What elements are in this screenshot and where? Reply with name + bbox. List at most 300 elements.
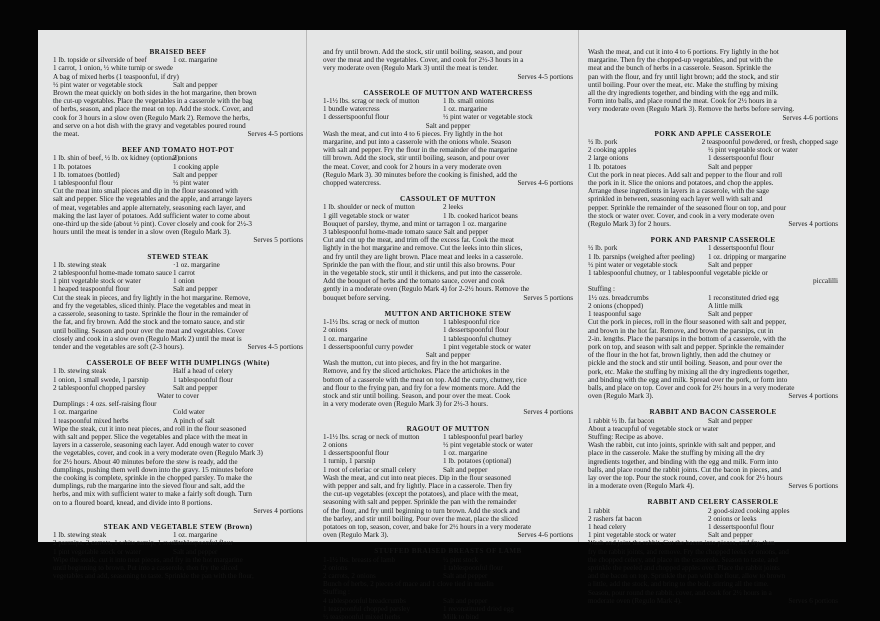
text-line: Brown the meat quickly on both sides in the hot margarine, then brown <box>53 89 257 98</box>
text-line: Wash the mutton, cut into pieces, and fry in the hot margarine. <box>323 359 502 368</box>
fold-line-left <box>306 30 307 542</box>
text-line: 1 carrot, 1 onion, ½ white turnip or swede <box>53 64 173 73</box>
ingredient-row <box>53 269 303 277</box>
text-line: till brown. Add the stock, stir until boiling, season, and pour over <box>323 154 510 163</box>
recipe-title: BRAISED BEEF <box>149 48 207 56</box>
ingredient-row <box>53 376 303 384</box>
ingredient-right: 2 onions or leeks <box>708 514 757 523</box>
text-line: margarine. Then fry the chopped-up vegetables, and put with the <box>588 56 773 65</box>
text-line: dumplings, rub the margarine into the sieved flour and salt, add the <box>53 482 245 491</box>
ingredient-row <box>323 335 573 343</box>
ingredient-row <box>588 253 838 261</box>
ingredient-right: 1 oz. margarine <box>173 531 218 540</box>
section-gap <box>53 245 303 253</box>
recipe-title: MUTTON AND ARTICHOKE STEW <box>384 309 512 318</box>
ingredient-row <box>323 97 573 105</box>
ingredient-right: 1 lb. small onions <box>443 97 494 106</box>
text-line: pan with the flour, and fry until light brown; add the stock, and stir <box>588 72 779 81</box>
text-line: herbs, and mix with sufficient water to make a fairly soft dough. Turn <box>53 490 252 499</box>
ingredient-left: 1 dessertspoonful flour <box>323 449 389 458</box>
section-gap <box>323 187 573 195</box>
ingredient-right: ½ pint water or vegetable stock <box>443 113 533 122</box>
recipe-title: STUFFED BRAISED BREASTS OF LAMB <box>374 547 522 556</box>
ingredient-left: 1 pint vegetable stock or water <box>53 547 141 556</box>
section-gap <box>588 490 838 498</box>
ingredient-row <box>588 302 838 310</box>
ingredient-left: 2 tablespoonful home-made tomato sauce <box>53 269 172 278</box>
ingredient-left: 2 onions <box>323 440 348 449</box>
text-line: a little, add the stock, and bring to the boil, stirring all the time. <box>588 580 769 589</box>
ingredient-row <box>588 146 838 154</box>
ingredient-left: 1-1½ lbs. breasts of lamb <box>323 555 396 564</box>
text-line: very moderate oven (Regulo Mark 3) until the meat is tender. <box>323 64 499 73</box>
text-line: the fat, and fry brown. Add the stock and the tomato sauce, and stir <box>53 318 245 327</box>
ingredient-left: 1 teaspoonful sage <box>588 310 642 319</box>
ingredient-row <box>53 81 303 89</box>
text-line: the meat. Cover, and cook for 2 hours in a very moderate oven <box>323 162 502 171</box>
text-line: until boiling. Season and pour over the meat and vegetables. Cover <box>53 326 245 335</box>
ingredient-right: 1 tablespoonful rice <box>443 318 500 327</box>
ingredient-row <box>53 171 303 179</box>
servings-note: Serves 4-5 portions <box>517 72 573 81</box>
ingredient-row <box>53 154 303 162</box>
servings-note: Serves 4 portions <box>788 220 838 229</box>
text-line-with-servings <box>588 220 838 228</box>
ingredient-right: 2 good-sized cooking apples <box>708 506 790 515</box>
text-line: seasoning with salt and pepper. Sprinkle the pan with the remainder <box>323 498 517 507</box>
text-line: the cut-up vegetables (except the potatoes), and place with the meat, <box>323 490 519 499</box>
ingredient-right: Salt and pepper <box>443 465 488 474</box>
ingredient-row <box>323 441 573 449</box>
text-line: and brown in the hot fat. Remove, and brown the parsnips, cut in <box>588 326 774 335</box>
text-line: moderate oven (Regulo Mark 4). <box>588 596 682 605</box>
text-line: Bunch of herbs, 2 pieces of mace and 1 clove tied in muslin <box>323 580 494 589</box>
text-line: (Regulo Mark 3). 30 minutes before the cooking is finished, add the <box>323 170 518 179</box>
section-gap <box>53 351 303 359</box>
ingredient-left: 1 rabbit <box>588 506 611 515</box>
text-line: Wash and joint the rabbit. Cut the bacon into pieces, and fry, then <box>588 539 775 548</box>
text-line: with pepper and salt, and fry lightly. Place in a casserole. Then fry <box>323 481 513 490</box>
ingredient-row <box>323 572 573 580</box>
ingredient-left: 1 oz. margarine <box>53 408 98 417</box>
text-line: bouquet before serving. <box>323 293 391 302</box>
ingredient-left: 1 teaspoonful chopped parsley <box>323 604 411 613</box>
ingredient-left: ½ lb. pork <box>588 138 618 147</box>
text-line: in a moderate oven (Regulo Mark 4). <box>588 482 695 491</box>
ingredient-right: Salt and pepper <box>708 260 753 269</box>
servings-note: Serves 4-6 portions <box>782 113 838 122</box>
recipe-title: RAGOUT OF MUTTON <box>406 424 490 433</box>
ingredient-left: 2 carrots, 2 onions <box>323 571 376 580</box>
text-line: over the meat and the vegetables. Cover, and cook for 2½-3 hours in a <box>323 56 524 65</box>
servings-note: Serves 4 portions <box>253 506 303 515</box>
ingredient-right: 1 oz. dripping or margarine <box>708 252 787 261</box>
ingredient-row <box>588 515 838 523</box>
ingredient-row <box>53 400 303 408</box>
ingredient-row <box>588 244 838 252</box>
ingredient-left: 2 large onions <box>588 154 629 163</box>
text-line-with-servings <box>323 179 573 187</box>
ingredient-right: Salt and pepper <box>173 80 218 89</box>
ingredient-left: 2 rashers fat bacon <box>588 514 642 523</box>
text-line: sprinkle the peeled and chopped apples over. Place the rabbit joints <box>588 563 780 572</box>
fold-line-right <box>578 30 579 542</box>
recipe-title: PORK AND APPLE CASSEROLE <box>654 129 772 138</box>
ingredient-left: 1 lb. stewing steak <box>53 531 107 540</box>
text-line: the stock or water over. Cover, and cook in a very moderate oven <box>588 211 775 220</box>
ingredient-row <box>323 343 573 351</box>
text-line: and fry the vegetables, sliced thinly. Place the vegetables and meat in <box>53 301 251 310</box>
ingredient-row <box>323 564 573 572</box>
text-line: and flour to the frying pan, and fry for a few moments more. Add the <box>323 383 521 392</box>
ingredient-right: Cold water <box>173 408 205 417</box>
text-line: of the flour, and fry until beginning to turn brown. Add the stock and <box>323 506 520 515</box>
ingredient-right: 1 reconstituted dried egg <box>708 293 779 302</box>
ingredient-row <box>588 261 838 269</box>
text-line: the barley, and stir until boiling. Pour over the meat, place the sliced <box>323 514 518 523</box>
ingredient-row <box>588 523 838 531</box>
text-line: potatoes on top, season, cover, and bake for 2½ hours in a very moderate <box>323 522 532 531</box>
text-line: bottom of a casserole with the meat on top. Add the curry, chutney, rice <box>323 375 527 384</box>
ingredient-row <box>53 277 303 285</box>
text-line: the cut-up vegetables. Place the vegetables in a casserole with the bag <box>53 97 253 106</box>
text-line: Season, pour round the rabbit, cover, and cook for 2½ hours in a <box>588 588 772 597</box>
ingredient-row <box>53 539 303 547</box>
text-line: very moderate oven (Regulo Mark 3). Remove the herbs before serving. <box>588 105 795 114</box>
centered-line: Salt and pepper <box>425 350 471 359</box>
ingredient-right: 2 teaspoonful powdered, or fresh, chopped sage <box>701 138 838 147</box>
ingredient-left: 1 teaspoonful mixed herbs <box>53 416 129 425</box>
ingredient-row <box>588 417 838 425</box>
ingredient-row <box>323 466 573 474</box>
text-line: all the dry ingredients together, and binding with the egg and milk. <box>588 89 779 98</box>
text-line: Form into balls, and place round the meat. Cook for 2½ hours in a <box>588 97 777 106</box>
ingredient-row <box>323 326 573 334</box>
text-line: the chopped celery, and place in the casserole. Season to taste, and <box>588 555 778 564</box>
text-line-with-servings <box>53 130 303 138</box>
ingredient-row <box>588 310 838 318</box>
text-line: A bag of mixed herbs (1 teaspoonful, if dry) <box>53 72 179 81</box>
recipe-title: CASSEROLE OF BEEF WITH DUMPLINGS (White) <box>86 359 270 368</box>
section-gap <box>323 539 573 547</box>
ingredient-left: 1 lb. potatoes <box>588 162 627 171</box>
ingredient-right: ½ pint water <box>173 179 209 188</box>
text-line: lightly in the hot margarine and remove. Cut the leeks into thin slices, <box>323 244 523 253</box>
text-line: dumplings, pushing them well down into the gravy. 15 minutes before <box>53 465 254 474</box>
text-line: place in the casserole. Make the stuffing by mixing all the dry <box>588 449 765 458</box>
text-line-with-servings <box>588 482 838 490</box>
text-line: pork, etc. Make the stuffing by mixing all the dry ingredients together, <box>588 367 790 376</box>
text-line: Wash the rabbit, cut into joints, sprinkle with salt and pepper, and <box>588 441 776 450</box>
ingredient-row <box>53 408 303 416</box>
ingredient-row <box>323 457 573 465</box>
text-line: Wipe the steak, cut it into neat pieces, and roll in the flour seasoned <box>53 424 247 433</box>
recipe-title: BEEF AND TOMATO HOT-POT <box>122 146 234 155</box>
ingredient-row <box>588 138 838 146</box>
ingredient-row <box>323 613 573 621</box>
ingredient-left: 1-1½ lbs. scrag or neck of mutton <box>323 97 420 106</box>
ingredient-right: 1 lb. potatoes (optional) <box>443 457 512 466</box>
text-line-with-servings <box>588 597 838 605</box>
text-line: fry the rabbit joints, and remove. Fry the chopped leeks or onions, and <box>588 547 789 556</box>
ingredient-left: 1 pint vegetable stock or water <box>588 531 676 540</box>
ingredient-row <box>53 163 303 171</box>
ingredient-left: 1 lb. shin of beef, ½ lb. ox kidney (optional) <box>53 154 180 163</box>
ingredient-right: 2 leeks <box>443 203 464 212</box>
text-line: of meat, vegetables and apple alternately, seasoning each layer, and <box>53 203 246 212</box>
text-line: Cut the pork in neat pieces. Add salt and pepper to the flour and roll <box>588 170 783 179</box>
text-line: sprinkled in between, seasoning each layer well with salt and <box>588 195 763 204</box>
text-line: Wipe the steak, cut it into neat pieces, and fry in the hot margarine <box>53 555 243 564</box>
text-line: Add the bouquet of herbs and the tomato sauce, cover and cook <box>323 277 505 286</box>
ingredient-right: 1 lb. cooked haricot beans <box>443 211 518 220</box>
ingredient-right: 1 oz. margarine <box>443 449 488 458</box>
ingredient-left: 4 tablespoonful breadcrumbs <box>323 596 406 605</box>
text-line: on to a floured board, knead, and divide into 8 portions. <box>53 498 213 507</box>
ingredient-left: ½ teaspoonful mixed herbs <box>323 613 401 621</box>
text-line: Cut and cut up the meat, and trim off the excess fat. Cook the meat <box>323 236 515 245</box>
ingredient-right: Salt and pepper <box>173 547 218 556</box>
ingredient-left: 1 rabbit ½ lb. fat bacon <box>588 416 655 425</box>
text-line: Arrange these ingredients in layers in a casserole, with the sage <box>588 187 770 196</box>
ingredient-right: Half a head of celery <box>173 367 233 376</box>
ingredient-right: 1 cooking apple <box>173 162 219 171</box>
ingredient-right: 1 tablespoonful chutney <box>443 334 512 343</box>
centered-line: Water to cover <box>157 391 199 400</box>
ingredient-right: Salt and pepper <box>708 416 753 425</box>
ingredient-right: Salt and pepper <box>708 162 753 171</box>
text-line: and fry until they are light brown. Place meat and leeks in a casserole. <box>323 252 524 261</box>
recipe-title: STEAK AND VEGETABLE STEW (Brown) <box>103 522 253 531</box>
servings-note: Serves 4 portions <box>523 408 573 417</box>
ingredient-row <box>53 417 303 425</box>
recipe-title: CASSEROLE OF MUTTON AND WATERCRESS <box>363 88 533 97</box>
ingredient-left: ½ lb. pork <box>588 244 618 253</box>
ingredient-right: ½ pint stock <box>443 555 479 564</box>
text-line: of the flour in the hot fat, brown lightly, then add the chutney or <box>588 351 771 360</box>
text-line: margarine, and put into a casserole with the onions whole. Season <box>323 138 512 147</box>
ingredient-right: 2 onions <box>173 154 198 163</box>
text-line-with-servings <box>323 294 573 302</box>
servings-note: Serves 4 portions <box>788 392 838 401</box>
text-line: layers in a casserole, seasoning each layer. Add enough water to cover <box>53 441 254 450</box>
ingredient-right: 1 carrot <box>173 269 196 278</box>
servings-note: Serves 4-6 portions <box>517 531 573 540</box>
text-line: stock and stir until boiling. Season, and pour over the meat. Cook <box>323 391 511 400</box>
ingredient-left: ½ pint water or vegetable stock <box>53 80 143 89</box>
ingredient-left: 1 turnip, 1 parsnip <box>323 457 376 466</box>
text-line: Cut the steak in pieces, and fry lightly in the hot margarine. Remove, <box>53 293 251 302</box>
servings-note: Serves 4-6 portions <box>517 179 573 188</box>
text-line: Stuffing: Recipe as above. <box>588 432 664 441</box>
servings-note: piccalilli <box>813 277 838 286</box>
ingredient-left: 1-1½ lbs. scrag or neck of mutton <box>323 432 420 441</box>
servings-note: Serves 5 portions <box>523 293 573 302</box>
ingredient-right: A little milk <box>708 301 743 310</box>
servings-note: Serves 4-5 portions <box>247 130 303 139</box>
ingredient-left: 1 lb. stewing steak <box>53 367 107 376</box>
text-line: pork on top, and season with salt and pepper. Sprinkle the remainder <box>588 342 784 351</box>
text-line: until beginning to brown. Put into a casserole, then fry the sliced <box>53 563 238 572</box>
column-left <box>53 48 303 580</box>
text-line: making the last layer of potatoes. Add sufficient water to come about <box>53 211 250 220</box>
ingredient-left: 1 lb. potatoes <box>53 162 92 171</box>
text-line: balls, and place round the rabbit joints. Cut the bacon in pieces, and <box>588 465 782 474</box>
ingredient-row <box>323 212 573 220</box>
text-line: with salt and pepper. Slice the vegetables and place with the meat in <box>53 432 248 441</box>
text-line: the vegetables, cover, and cook in a very moderate oven (Regulo Mark 3) <box>53 449 263 458</box>
section-gap <box>323 417 573 425</box>
text-line: one-third up the side (about ½ pint). Cover closely and cook for 2½-3 <box>53 220 252 229</box>
ingredient-left: 1 oz. margarine <box>323 334 368 343</box>
ingredient-right: ·1 oz. margarine <box>173 260 220 269</box>
ingredient-right: 1 tablespoonful flour <box>173 375 233 384</box>
ingredient-right: Salt and pepper <box>173 383 218 392</box>
section-gap <box>323 302 573 310</box>
text-line: Bouquet of parsley, thyme, and mint or tarragon 1 oz. margarine <box>323 219 507 228</box>
ingredient-left: 2 onions <box>323 563 348 572</box>
ingredient-row <box>323 203 573 211</box>
text-line-with-servings <box>323 531 573 539</box>
text-line: 1 tablespoonful chutney, or 1 tablespoonful vegetable pickle or <box>588 269 768 278</box>
text-line: Cut the pork in pieces, roll in the flour seasoned with salt and pepper, <box>588 318 787 327</box>
ingredient-left: 1-1½ lbs. scrag or neck of mutton <box>323 318 420 327</box>
ingredient-right: Salt and pepper <box>173 170 218 179</box>
ingredient-row <box>323 597 573 605</box>
section-gap <box>323 81 573 89</box>
text-line: 2-in. lengths. Place the parsnips in the bottom of a casserole, with the <box>588 334 787 343</box>
ingredient-right: 1 tablespoonful flour <box>443 563 503 572</box>
ingredient-left: 1 onion, 1 small swede, 1 parsnip <box>53 375 149 384</box>
ingredient-right: 1 tablespoonful pearl barley <box>443 432 523 441</box>
text-line: Cut the meat into small pieces and dip in the flour seasoned with <box>53 187 238 196</box>
ingredient-row <box>53 285 303 293</box>
section-gap <box>53 138 303 146</box>
ingredient-row <box>323 556 573 564</box>
text-line: ingredients together, and binding with the egg and milk. Form into <box>588 457 779 466</box>
ingredient-left: 2 tablespoonful chopped parsley <box>53 383 146 392</box>
ingredient-left: 2 parsnips, 2 carrots, 1 white turnip, 1 swede <box>53 539 181 548</box>
text-line: the cooking is complete, sprinkle in the chopped parsley. To make the <box>53 473 252 482</box>
text-line: (Regulo Mark 3) for 2 hours. <box>588 220 671 229</box>
centered-line: Salt and pepper <box>425 121 471 130</box>
text-line: Stuffing : <box>588 285 616 294</box>
text-line: lay over the top. Pour the stock round, cover, and cook for 2½ hours <box>588 473 783 482</box>
ingredient-row <box>588 294 838 302</box>
text-line: salt and pepper. Slice the vegetables and the apple, and arrange layers <box>53 195 252 204</box>
ingredient-row <box>323 605 573 613</box>
text-line: a casserole, seasoning to taste. Sprinkle the flour in the remainder of <box>53 310 249 319</box>
ingredient-left: 1 root of celeriac or small celery <box>323 465 416 474</box>
section-gap <box>588 400 838 408</box>
ingredient-left: 1 lb. shoulder or neck of mutton <box>323 203 415 212</box>
text-line: and binding with the egg and milk. Spread over the pork, or form into <box>588 375 788 384</box>
ingredient-right: Salt and pepper <box>173 285 218 294</box>
section-gap <box>588 122 838 130</box>
recipe-title: RABBIT AND BACON CASSEROLE <box>649 408 777 417</box>
ingredient-row <box>53 531 303 539</box>
text-line: in the vegetable stock, stir until it thickens, and put into the casserole. <box>323 269 522 278</box>
ingredient-left: 1 lb. parsnips (weighed after peeling) <box>588 252 695 261</box>
ingredient-left: 1 pint vegetable stock or water <box>53 277 141 286</box>
ingredient-right: ½ pint vegetable stock or water <box>443 440 533 449</box>
text-line: pickle and the stock and stir until boiling. Season, and pour over the <box>588 359 783 368</box>
ingredient-right: Salt and pepper <box>443 571 488 580</box>
ingredient-left: 1 dessertspoonful curry powder <box>323 342 414 351</box>
ingredient-right: 1 oz. margarine <box>443 105 488 114</box>
ingredient-left: 1½ ozs. breadcrumbs <box>588 293 649 302</box>
text-line-with-servings <box>588 392 838 400</box>
text-line: Stuffing : <box>323 588 351 597</box>
ingredient-row <box>53 548 303 556</box>
ingredient-right: 1 oz. margarine <box>173 56 218 65</box>
text-line-with-servings <box>53 343 303 351</box>
ingredient-left: 1 lb. stewing steak <box>53 260 107 269</box>
ingredient-row <box>588 507 838 515</box>
ingredient-row <box>323 449 573 457</box>
text-line: balls, and place on top. Cover and cook for 2½ hours in a very moderate <box>588 383 795 392</box>
column-middle <box>323 48 573 621</box>
ingredient-row <box>53 56 303 64</box>
text-line: with salt and pepper. Fry the flour in the remainder of the margarine <box>323 146 518 155</box>
ingredient-row <box>588 531 838 539</box>
ingredient-left: 2 onions <box>323 326 348 335</box>
text-line: Sprinkle the pan with the flour, and stir until this also browns. Pour <box>323 260 516 269</box>
ingredient-right: 1 dessertspoonful flour <box>443 326 509 335</box>
text-line: the meat. <box>53 130 80 139</box>
text-line: for 2½ hours. About 40 minutes before the stew is ready, add the <box>53 457 238 466</box>
text-line: Wash the meat, and cut into neat pieces. Dip in the flour seasoned <box>323 473 511 482</box>
ingredient-row <box>588 154 838 162</box>
ingredient-left: 1 gill vegetable stock or water <box>323 211 410 220</box>
ingredient-left: 1 lb. topside or silverside of beef <box>53 56 147 65</box>
ingredient-right: 1 pint vegetable stock or water <box>443 342 531 351</box>
ingredient-right: 1 dessertspoonful flour <box>708 244 774 253</box>
text-line: oven (Regulo Mark 3). <box>323 531 389 540</box>
text-line: closely and cook in a slow oven (Regulo Mark 2) until the meat is <box>53 334 242 343</box>
ingredient-right: 1 reconstituted dried egg <box>443 604 514 613</box>
text-line: gently in a moderate oven (Regulo Mark 4) for 2-2½ hours. Remove the <box>323 285 530 294</box>
ingredient-row <box>53 261 303 269</box>
ingredient-right: Salt and pepper <box>708 310 753 319</box>
text-line: 3 tablespoonful home-made tomato sauce Salt and pepper <box>323 228 489 237</box>
text-line: vegetables and add, seasoning to taste. Sprinkle the pan with the flour, <box>53 572 254 581</box>
text-line: Remove, and fry the sliced artichokes. Place the artichokes in the <box>323 367 510 376</box>
recipe-title: CASSOULET OF MUTTON <box>400 195 496 204</box>
ingredient-row <box>588 163 838 171</box>
text-line: pepper. Sprinkle the remainder of the seasoned flour on top, and pour <box>588 203 787 212</box>
ingredient-left: Dumplings : 4 ozs. self-raising flour <box>53 400 157 409</box>
text-line: until boiling. Pour over the meat, etc. Make the stuffing by mixing <box>588 80 778 89</box>
ingredient-left: 1 lb. tomatoes (bottled) <box>53 170 120 179</box>
ingredient-left: 1 bundle watercress <box>323 105 380 114</box>
section-gap <box>53 515 303 523</box>
text-line: hours until the meat is tender in a slow oven (Regulo Mark 3). <box>53 228 231 237</box>
servings-note: Serves 6 portions <box>788 482 838 491</box>
ingredient-row <box>53 384 303 392</box>
recipe-title: RABBIT AND CELERY CASSEROLE <box>647 498 779 507</box>
recipe-title: PORK AND PARSNIP CASSEROLE <box>650 236 776 245</box>
ingredient-left: ½ pint water or vegetable stock <box>588 260 678 269</box>
ingredient-row <box>323 105 573 113</box>
text-line: Wash the meat, and cut into 4 to 6 pieces. Fry lightly in the hot <box>323 129 503 138</box>
ingredient-left: 1 head celery <box>588 522 627 531</box>
ingredient-right: Milk to bind <box>443 613 479 621</box>
text-line: and the bacon on top. Sprinkle the pan with the flour, allow to brown <box>588 572 786 581</box>
text-line: of herbs, season, and place the meat on top. Add the stock. Cover, and <box>53 105 253 114</box>
text-line: cook for 3 hours in a slow oven (Regulo Mark 2). Remove the herbs, <box>53 113 250 122</box>
text-line: About a teacupful of vegetable stock or water <box>588 424 719 433</box>
